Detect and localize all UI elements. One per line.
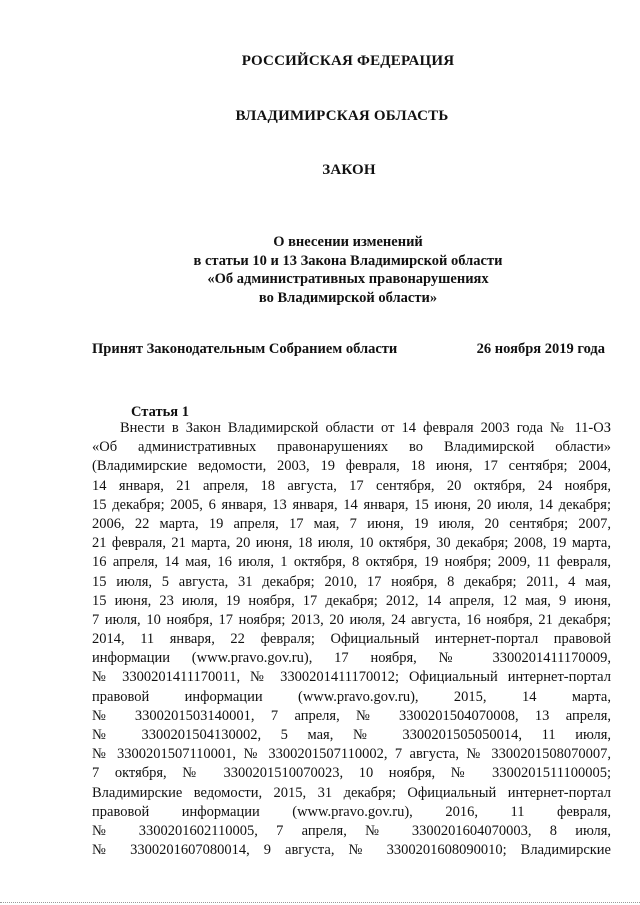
law-title-line: в статьи 10 и 13 Закона Владимирской области bbox=[193, 252, 503, 269]
article-body-line-text: № 3300201504130002, 5 мая, № 3300201505050014, 11 июля, bbox=[92, 727, 611, 743]
article-body-line bbox=[92, 688, 611, 707]
article-body-line-text: 2006, 22 марта, 19 апреля, 17 мая, 7 июня, 19 июля, 20 сентября; 2007, bbox=[92, 515, 611, 532]
document-type-heading: ЗАКОН bbox=[322, 162, 376, 178]
article-body bbox=[92, 419, 611, 860]
article-body-line-text: 15 июля, 5 августа, 31 декабря; 2010, 17 ноября, 8 декабря; 2011, 4 мая, bbox=[92, 573, 611, 590]
article-body-line bbox=[92, 592, 611, 611]
article-body-line bbox=[92, 745, 611, 764]
law-title-line: «Об административных правонарушениях bbox=[207, 271, 489, 287]
article-body-line bbox=[92, 573, 611, 592]
article-body-line-text: (Владимирские ведомости, 2003, 19 февраля, 18 июня, 17 сентября; 2004, bbox=[92, 458, 611, 475]
article-body-line bbox=[92, 534, 611, 553]
article-body-line bbox=[92, 611, 611, 630]
article-body-line-text: правовой информации (www.pravo.gov.ru), 2015, 14 марта, bbox=[92, 688, 611, 705]
article-body-line bbox=[92, 477, 611, 496]
article-body-line-text: № 3300201602110005, 7 апреля, № 3300201604070003, 8 июля, bbox=[92, 822, 611, 839]
article-body-line-text: 15 июня, 23 июля, 19 ноября, 17 декабря; 2012, 14 апреля, 12 мая, 9 июня, bbox=[92, 592, 611, 609]
article-body-line-text: № 3300201607080014, 9 августа, № 3300201608090010; Владимирские bbox=[92, 842, 611, 859]
article-body-line-text: 16 апреля, 14 мая, 16 июля, 1 октября, 8 октября, 19 ноября; 2009, 11 февраля, bbox=[92, 554, 611, 571]
article-body-line-text: информации (www.pravo.gov.ru), 17 ноября, № 3300201411170009, bbox=[92, 650, 611, 667]
article-body-line bbox=[92, 630, 611, 649]
article-body-line-text: «Об административных правонарушениях во Владимирской области» bbox=[92, 439, 611, 456]
article-body-line-text: 2014, 11 января, 22 февраля; Официальный интернет-портал правовой bbox=[92, 631, 611, 648]
article-body-line-text: 15 декабря; 2005, 6 января, 13 января, 14 января, 15 июня, 20 июля, 14 декабря; bbox=[92, 496, 611, 513]
article-body-line bbox=[92, 707, 611, 726]
article-body-line-text: № 3300201507110001, № 3300201507110002, 7 августа, № 3300201508070007, bbox=[92, 746, 611, 763]
article-body-line-text: 14 января, 21 апреля, 18 августа, 17 сентября, 20 октября, 24 ноября, bbox=[92, 477, 611, 494]
adoption-date: 26 ноября 2019 года bbox=[476, 341, 605, 357]
region-heading: ВЛАДИМИРСКАЯ ОБЛАСТЬ bbox=[235, 108, 449, 124]
article-body-line-text: 7 июля, 10 ноября, 17 ноября; 2013, 20 июля, 24 августа, 16 ноября, 21 декабря; bbox=[92, 611, 611, 628]
article-body-line bbox=[92, 515, 611, 534]
article-body-line bbox=[92, 726, 611, 745]
article-body-line-text: 7 октября, № 3300201510070023, 10 ноября, № 3300201511100005; bbox=[92, 765, 611, 782]
article-body-line-text: Внести в Закон Владимирской области от 14 февраля 2003 года № 11-ОЗ bbox=[120, 420, 611, 436]
article-body-line bbox=[92, 803, 611, 822]
article-body-line bbox=[92, 784, 611, 803]
article-body-line bbox=[92, 822, 611, 841]
article-body-line bbox=[92, 457, 611, 476]
article-body-line-text: правовой информации (www.pravo.gov.ru), 2016, 11 февраля, bbox=[92, 803, 611, 820]
federation-heading: РОССИЙСКАЯ ФЕДЕРАЦИЯ bbox=[241, 53, 455, 69]
article-body-line bbox=[92, 553, 611, 572]
article-body-line bbox=[92, 496, 611, 515]
adopted-by-text: Принят Законодательным Собранием области bbox=[92, 341, 398, 357]
article-heading: Статья 1 bbox=[131, 404, 189, 420]
law-title-line: во Владимирской области» bbox=[258, 289, 438, 306]
article-body-line-text: № 3300201503140001, 7 апреля, № 3300201504070008, 13 апреля, bbox=[92, 707, 611, 724]
article-body-line bbox=[92, 438, 611, 457]
article-body-line bbox=[92, 668, 611, 687]
article-body-line bbox=[92, 841, 611, 860]
article-body-line-text: Владимирские ведомости, 2015, 31 декабря; Официальный интернет-портал bbox=[92, 784, 611, 801]
law-title-line: О внесении изменений bbox=[273, 234, 423, 250]
article-body-line bbox=[92, 419, 611, 438]
article-body-line bbox=[92, 649, 611, 668]
article-body-line bbox=[92, 764, 611, 783]
article-body-line-text: № 3300201411170011, № 3300201411170012; Официальный интернет-портал bbox=[92, 669, 611, 686]
article-body-line-text: 21 февраля, 21 марта, 20 июня, 18 июля, 10 октября, 30 декабря; 2008, 19 марта, bbox=[92, 535, 611, 552]
law-title bbox=[0, 233, 640, 307]
